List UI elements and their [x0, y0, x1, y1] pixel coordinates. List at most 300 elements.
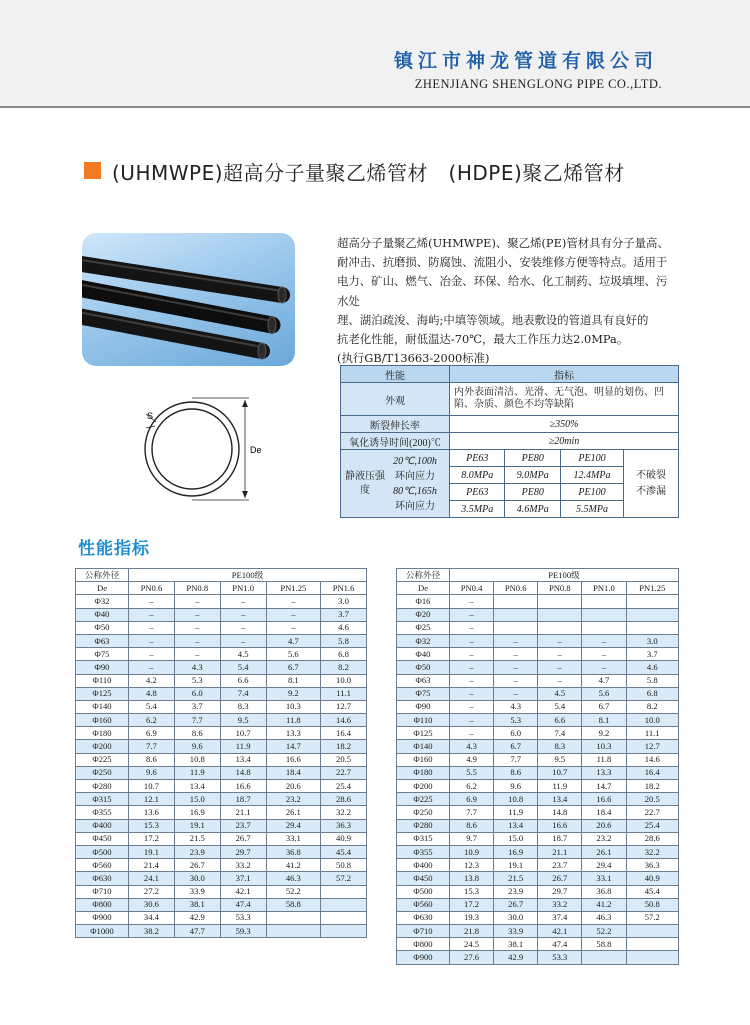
thickness-cell: 8.6 [174, 727, 220, 740]
thickness-cell: 9.5 [220, 714, 266, 727]
thickness-cell: 8.2 [321, 661, 367, 674]
hydrostatic-result [624, 450, 679, 518]
diameter-cell: Φ50 [397, 661, 450, 674]
table-row [397, 740, 679, 753]
thickness-cell: 6.9 [450, 793, 494, 806]
thickness-cell: 26.7 [494, 898, 538, 911]
thickness-cell: 11.8 [582, 753, 626, 766]
thickness-cell: 17.2 [450, 898, 494, 911]
thickness-cell: 22.7 [321, 766, 367, 779]
table-row [397, 845, 679, 858]
thickness-cell: 14.6 [321, 714, 367, 727]
thickness-cell: 47.4 [538, 938, 582, 951]
diameter-cell: Φ800 [76, 898, 129, 911]
thickness-cell: 13.4 [538, 793, 582, 806]
thickness-cell: 5.3 [174, 674, 220, 687]
thickness-cell: 36.3 [626, 859, 679, 872]
elongation-value: ≥350% [450, 416, 679, 433]
thickness-cell: 6.0 [174, 687, 220, 700]
thickness-cell: – [494, 661, 538, 674]
thickness-cell: 13.4 [494, 819, 538, 832]
page-header [0, 0, 750, 108]
table-row [76, 634, 367, 647]
appearance-value: 内外表面清洁、光滑、无气泡、明显的划伤、凹陷、杂质、颜色不均等缺陷 [450, 383, 679, 416]
thickness-cell: – [220, 621, 266, 634]
table-row [76, 740, 367, 753]
thickness-cell: 19.1 [129, 845, 175, 858]
thickness-cell: 46.3 [582, 911, 626, 924]
thickness-cell: 33.2 [538, 898, 582, 911]
thickness-cell: 50.8 [321, 859, 367, 872]
pipe-product-photo [82, 233, 295, 366]
diameter-cell: Φ125 [76, 687, 129, 700]
thickness-cell: 36.8 [582, 885, 626, 898]
thickness-cell: – [129, 634, 175, 647]
thickness-cell: 32.2 [321, 806, 367, 819]
stress-value-cell: 5.5MPa [560, 501, 623, 518]
table-row [76, 608, 367, 621]
thickness-cell: – [450, 700, 494, 713]
diameter-cell: Φ50 [76, 621, 129, 634]
thickness-cell: 4.3 [174, 661, 220, 674]
thickness-cell [538, 595, 582, 608]
thickness-cell: 21.1 [220, 806, 266, 819]
diameter-cell: Φ200 [76, 740, 129, 753]
thickness-cell: 10.8 [174, 753, 220, 766]
thickness-cell: – [538, 661, 582, 674]
thickness-cell: 13.8 [450, 872, 494, 885]
thickness-cell: 6.6 [220, 674, 266, 687]
properties-header-property: 性能 [341, 366, 450, 383]
thickness-cell: 38.1 [174, 898, 220, 911]
diameter-cell: Φ110 [76, 674, 129, 687]
thickness-cell: 32.2 [626, 845, 679, 858]
header-pressure: PN0.8 [538, 582, 582, 595]
thickness-cell: 5.3 [494, 714, 538, 727]
thickness-cell: 13.3 [582, 766, 626, 779]
thickness-cell: 18.7 [220, 793, 266, 806]
thickness-cell: 29.7 [220, 845, 266, 858]
stress-value-cell: 3.5MPa [450, 501, 505, 518]
thickness-cell [321, 925, 367, 938]
thickness-cell: 42.1 [220, 885, 266, 898]
diameter-cell: Φ315 [397, 832, 450, 845]
table-row [397, 793, 679, 806]
diameter-cell: Φ225 [397, 793, 450, 806]
thickness-cell: 11.9 [220, 740, 266, 753]
diameter-cell: Φ250 [76, 766, 129, 779]
thickness-cell: 53.3 [538, 951, 582, 964]
company-name-chinese: 镇江市神龙管道有限公司 [393, 50, 658, 72]
table-row [397, 885, 679, 898]
properties-table [340, 365, 679, 518]
thickness-cell: 21.1 [538, 845, 582, 858]
thickness-cell: – [450, 674, 494, 687]
thickness-cell: 18.4 [266, 766, 321, 779]
thickness-cell: 41.2 [582, 898, 626, 911]
table-row [397, 727, 679, 740]
table-row [397, 595, 679, 608]
thickness-cell: 28.6 [626, 832, 679, 845]
thickness-cell: 4.6 [321, 621, 367, 634]
thickness-cell: 12.3 [450, 859, 494, 872]
thickness-cell: 16.4 [626, 766, 679, 779]
thickness-cell: 11.9 [174, 766, 220, 779]
thickness-cell [321, 898, 367, 911]
description-line: 电力、矿山、燃气、冶金、环保、给水、化工制药、垃圾填埋、污水处 [337, 274, 668, 308]
thickness-cell [494, 608, 538, 621]
description-line: (执行GB/T13663-2000标准) [337, 351, 490, 366]
spec-table-right [396, 568, 679, 965]
table-row [76, 687, 367, 700]
thickness-cell: 10.7 [129, 780, 175, 793]
table-row [397, 951, 679, 964]
thickness-cell: 17.2 [129, 832, 175, 845]
table-row [397, 859, 679, 872]
diameter-cell: Φ900 [397, 951, 450, 964]
thickness-cell: 4.2 [129, 674, 175, 687]
thickness-cell: 15.3 [129, 819, 175, 832]
thickness-cell [494, 595, 538, 608]
table-row [397, 832, 679, 845]
thickness-cell: 7.7 [129, 740, 175, 753]
thickness-cell: 7.4 [538, 727, 582, 740]
description-line: 超高分子量聚乙烯(UHMWPE)、聚乙烯(PE)管材具有分子量高、 [337, 236, 669, 250]
thickness-cell: – [494, 634, 538, 647]
diameter-cell: Φ250 [397, 806, 450, 819]
thickness-cell: 5.4 [220, 661, 266, 674]
thickness-cell: 22.7 [626, 806, 679, 819]
header-pressure: PN0.8 [174, 582, 220, 595]
header-pressure: PN1.0 [220, 582, 266, 595]
table-row [397, 872, 679, 885]
diameter-cell: Φ315 [76, 793, 129, 806]
thickness-cell: – [174, 648, 220, 661]
thickness-cell: 23.9 [494, 885, 538, 898]
thickness-cell: 3.7 [321, 608, 367, 621]
table-row [397, 687, 679, 700]
thickness-cell: 7.7 [174, 714, 220, 727]
thickness-cell: 26.1 [582, 845, 626, 858]
diameter-cell: Φ160 [76, 714, 129, 727]
stress-value-cell: 4.6MPa [505, 501, 560, 518]
thickness-cell: 45.4 [321, 845, 367, 858]
diameter-cell: Φ280 [76, 780, 129, 793]
diameter-cell: Φ355 [397, 845, 450, 858]
thickness-cell: – [450, 608, 494, 621]
table-row [76, 859, 367, 872]
table-row [76, 832, 367, 845]
thickness-cell: 18.2 [626, 780, 679, 793]
page-title: (UHMWPE)超高分子量聚乙烯管材 (HDPE)聚乙烯管材 [112, 161, 625, 185]
condition-1: 20℃,100h [393, 455, 437, 467]
diameter-cell: Φ630 [76, 872, 129, 885]
table-row [76, 661, 367, 674]
thickness-cell: 5.4 [129, 700, 175, 713]
thickness-cell: 11.1 [626, 727, 679, 740]
stress-label-1: 环向应力 [395, 470, 435, 482]
thickness-cell: 9.2 [266, 687, 321, 700]
thickness-cell: 4.8 [129, 687, 175, 700]
stress-label-2: 环向应力 [395, 500, 435, 512]
thickness-cell: 19.1 [494, 859, 538, 872]
thickness-cell: – [220, 595, 266, 608]
thickness-cell: – [266, 621, 321, 634]
thickness-cell: 15.0 [494, 832, 538, 845]
thickness-cell: 30.6 [129, 898, 175, 911]
header-grade: PE100级 [450, 569, 679, 582]
thickness-cell: – [266, 608, 321, 621]
header-nominal-diameter: 公称外径 [76, 569, 129, 582]
thickness-cell: 30.0 [174, 872, 220, 885]
thickness-cell: – [450, 687, 494, 700]
thickness-cell [626, 938, 679, 951]
diameter-cell: Φ1000 [76, 925, 129, 938]
thickness-cell: 15.3 [450, 885, 494, 898]
thickness-cell: 5.6 [582, 687, 626, 700]
thickness-cell: 23.7 [538, 859, 582, 872]
table-row [397, 634, 679, 647]
thickness-cell: 5.4 [538, 700, 582, 713]
header-pressure: PN1.6 [321, 582, 367, 595]
thickness-cell [582, 595, 626, 608]
thickness-cell: – [582, 634, 626, 647]
diameter-cell: Φ32 [76, 595, 129, 608]
result-no-rupture: 不破裂 [636, 469, 666, 481]
thickness-cell: 23.7 [220, 819, 266, 832]
thickness-cell: – [494, 687, 538, 700]
header-de: De [397, 582, 450, 595]
table-row [397, 674, 679, 687]
thickness-cell: 29.4 [582, 859, 626, 872]
thickness-cell [582, 951, 626, 964]
thickness-cell: 9.5 [538, 753, 582, 766]
grade-cell: PE100 [560, 484, 623, 501]
thickness-cell: 6.2 [129, 714, 175, 727]
thickness-cell: 10.7 [220, 727, 266, 740]
thickness-cell [538, 608, 582, 621]
thickness-cell: 36.3 [321, 819, 367, 832]
thickness-cell: 10.0 [321, 674, 367, 687]
hydrostatic-label-text: 静液压强度 [345, 470, 385, 496]
thickness-cell: 25.4 [626, 819, 679, 832]
thickness-cell: 8.6 [129, 753, 175, 766]
diameter-cell: Φ200 [397, 780, 450, 793]
thickness-cell [626, 595, 679, 608]
diameter-cell: Φ125 [397, 727, 450, 740]
diameter-cell: Φ400 [397, 859, 450, 872]
table-row [397, 700, 679, 713]
thickness-cell: 23.9 [174, 845, 220, 858]
thickness-cell: 5.6 [266, 648, 321, 661]
thickness-cell: 42.9 [494, 951, 538, 964]
hydrostatic-label [341, 450, 450, 518]
thickness-cell: 8.6 [494, 766, 538, 779]
thickness-cell: 12.7 [321, 700, 367, 713]
diameter-cell: Φ450 [76, 832, 129, 845]
thickness-cell: 29.7 [538, 885, 582, 898]
thickness-cell: 23.2 [582, 832, 626, 845]
thickness-cell: 12.7 [626, 740, 679, 753]
diameter-cell: Φ900 [76, 911, 129, 924]
thickness-cell [321, 911, 367, 924]
result-no-leak: 不渗漏 [636, 485, 666, 497]
thickness-cell: 9.6 [129, 766, 175, 779]
header-pressure: PN0.4 [450, 582, 494, 595]
thickness-cell: 9.7 [450, 832, 494, 845]
grade-cell: PE63 [450, 484, 505, 501]
diameter-cell: Φ90 [397, 700, 450, 713]
table-row [76, 621, 367, 634]
thickness-cell: 27.6 [450, 951, 494, 964]
table-row [76, 819, 367, 832]
thickness-cell: 6.9 [129, 727, 175, 740]
diameter-cell: Φ16 [397, 595, 450, 608]
thickness-cell: 30.0 [494, 911, 538, 924]
table-row [76, 793, 367, 806]
thickness-cell [626, 608, 679, 621]
thickness-cell: 29.4 [266, 819, 321, 832]
thickness-cell: 59.3 [220, 925, 266, 938]
thickness-cell: 4.7 [582, 674, 626, 687]
thickness-cell: 16.6 [538, 819, 582, 832]
thickness-cell: 3.0 [321, 595, 367, 608]
thickness-cell: – [129, 661, 175, 674]
table-row [76, 727, 367, 740]
thickness-cell: 16.9 [494, 845, 538, 858]
diameter-cell: Φ225 [76, 753, 129, 766]
thickness-cell: 5.8 [626, 674, 679, 687]
thickness-cell: 33.1 [582, 872, 626, 885]
diameter-cell: Φ63 [76, 634, 129, 647]
thickness-cell: 27.2 [129, 885, 175, 898]
thickness-cell: – [582, 661, 626, 674]
thickness-cell: 14.7 [582, 780, 626, 793]
thickness-cell: 6.8 [626, 687, 679, 700]
table-row [397, 621, 679, 634]
thickness-cell: 58.8 [266, 898, 321, 911]
thickness-cell: 18.7 [538, 832, 582, 845]
diameter-cell: Φ280 [397, 819, 450, 832]
thickness-cell: 8.1 [582, 714, 626, 727]
thickness-cell: 8.3 [538, 740, 582, 753]
diameter-cell: Φ140 [76, 700, 129, 713]
thickness-cell: 37.1 [220, 872, 266, 885]
diameter-cell: Φ25 [397, 621, 450, 634]
thickness-cell: 12.1 [129, 793, 175, 806]
thickness-cell [494, 621, 538, 634]
thickness-cell: 34.4 [129, 911, 175, 924]
table-row [397, 648, 679, 661]
table-row [76, 766, 367, 779]
table-row [76, 925, 367, 938]
thickness-cell: 38.1 [494, 938, 538, 951]
oxidation-time-label: 氧化诱导时间(200)℃ [341, 433, 450, 450]
thickness-cell: 25.4 [321, 780, 367, 793]
diameter-cell: Φ710 [76, 885, 129, 898]
thickness-cell: 14.8 [220, 766, 266, 779]
thickness-cell: 10.7 [538, 766, 582, 779]
diameter-cell: Φ710 [397, 925, 450, 938]
table-row [397, 819, 679, 832]
thickness-cell: 11.1 [321, 687, 367, 700]
table-row [76, 898, 367, 911]
thickness-cell: 14.8 [538, 806, 582, 819]
thickness-cell: – [538, 674, 582, 687]
table-row [76, 700, 367, 713]
thickness-cell: – [450, 714, 494, 727]
thickness-cell: 6.6 [538, 714, 582, 727]
thickness-cell: – [538, 634, 582, 647]
table-row [397, 925, 679, 938]
diameter-cell: Φ40 [397, 648, 450, 661]
diameter-cell: Φ180 [76, 727, 129, 740]
thickness-cell: 53.3 [220, 911, 266, 924]
thickness-cell: 6.7 [582, 700, 626, 713]
thickness-cell: 18.2 [321, 740, 367, 753]
thickness-cell: 41.2 [266, 859, 321, 872]
properties-header-index: 指标 [450, 366, 679, 383]
diameter-cell: Φ450 [397, 872, 450, 885]
thickness-cell: 18.4 [582, 806, 626, 819]
outer-diameter-label: De [250, 445, 262, 455]
thickness-cell: – [174, 634, 220, 647]
thickness-cell: 20.5 [626, 793, 679, 806]
condition-2: 80℃,165h [393, 485, 437, 497]
spec-table-left [75, 568, 367, 938]
table-row [76, 674, 367, 687]
pipes-illustration [82, 233, 295, 366]
thickness-cell: 19.1 [174, 819, 220, 832]
thickness-cell: 57.2 [321, 872, 367, 885]
stress-value-cell: 12.4MPa [560, 467, 623, 484]
thickness-cell: 24.1 [129, 872, 175, 885]
product-description [337, 234, 677, 368]
thickness-cell: 20.6 [582, 819, 626, 832]
thickness-cell: 4.9 [450, 753, 494, 766]
table-row [397, 911, 679, 924]
thickness-cell: – [129, 608, 175, 621]
table-row [76, 753, 367, 766]
thickness-cell: – [266, 595, 321, 608]
thickness-cell: – [538, 648, 582, 661]
thickness-cell: 40.9 [626, 872, 679, 885]
grade-cell: PE100 [560, 450, 623, 467]
thickness-cell: 58.8 [582, 938, 626, 951]
thickness-cell: – [450, 648, 494, 661]
thickness-cell: – [450, 595, 494, 608]
thickness-cell: 4.5 [538, 687, 582, 700]
header-nominal-diameter: 公称外径 [397, 569, 450, 582]
stress-value-cell: 9.0MPa [505, 467, 560, 484]
thickness-cell: 20.6 [266, 780, 321, 793]
diameter-cell: Φ630 [397, 911, 450, 924]
header-pressure: PN0.6 [129, 582, 175, 595]
section-title: 性能指标 [78, 539, 150, 559]
table-row [76, 885, 367, 898]
thickness-cell: 50.8 [626, 898, 679, 911]
thickness-cell: 26.7 [174, 859, 220, 872]
diameter-cell: Φ20 [397, 608, 450, 621]
thickness-cell: 10.3 [266, 700, 321, 713]
thickness-cell: 33.2 [220, 859, 266, 872]
diameter-cell: Φ560 [397, 898, 450, 911]
table-row [397, 806, 679, 819]
grade-cell: PE80 [505, 450, 560, 467]
thickness-cell: 13.6 [129, 806, 175, 819]
thickness-cell: 21.5 [494, 872, 538, 885]
diameter-cell: Φ400 [76, 819, 129, 832]
